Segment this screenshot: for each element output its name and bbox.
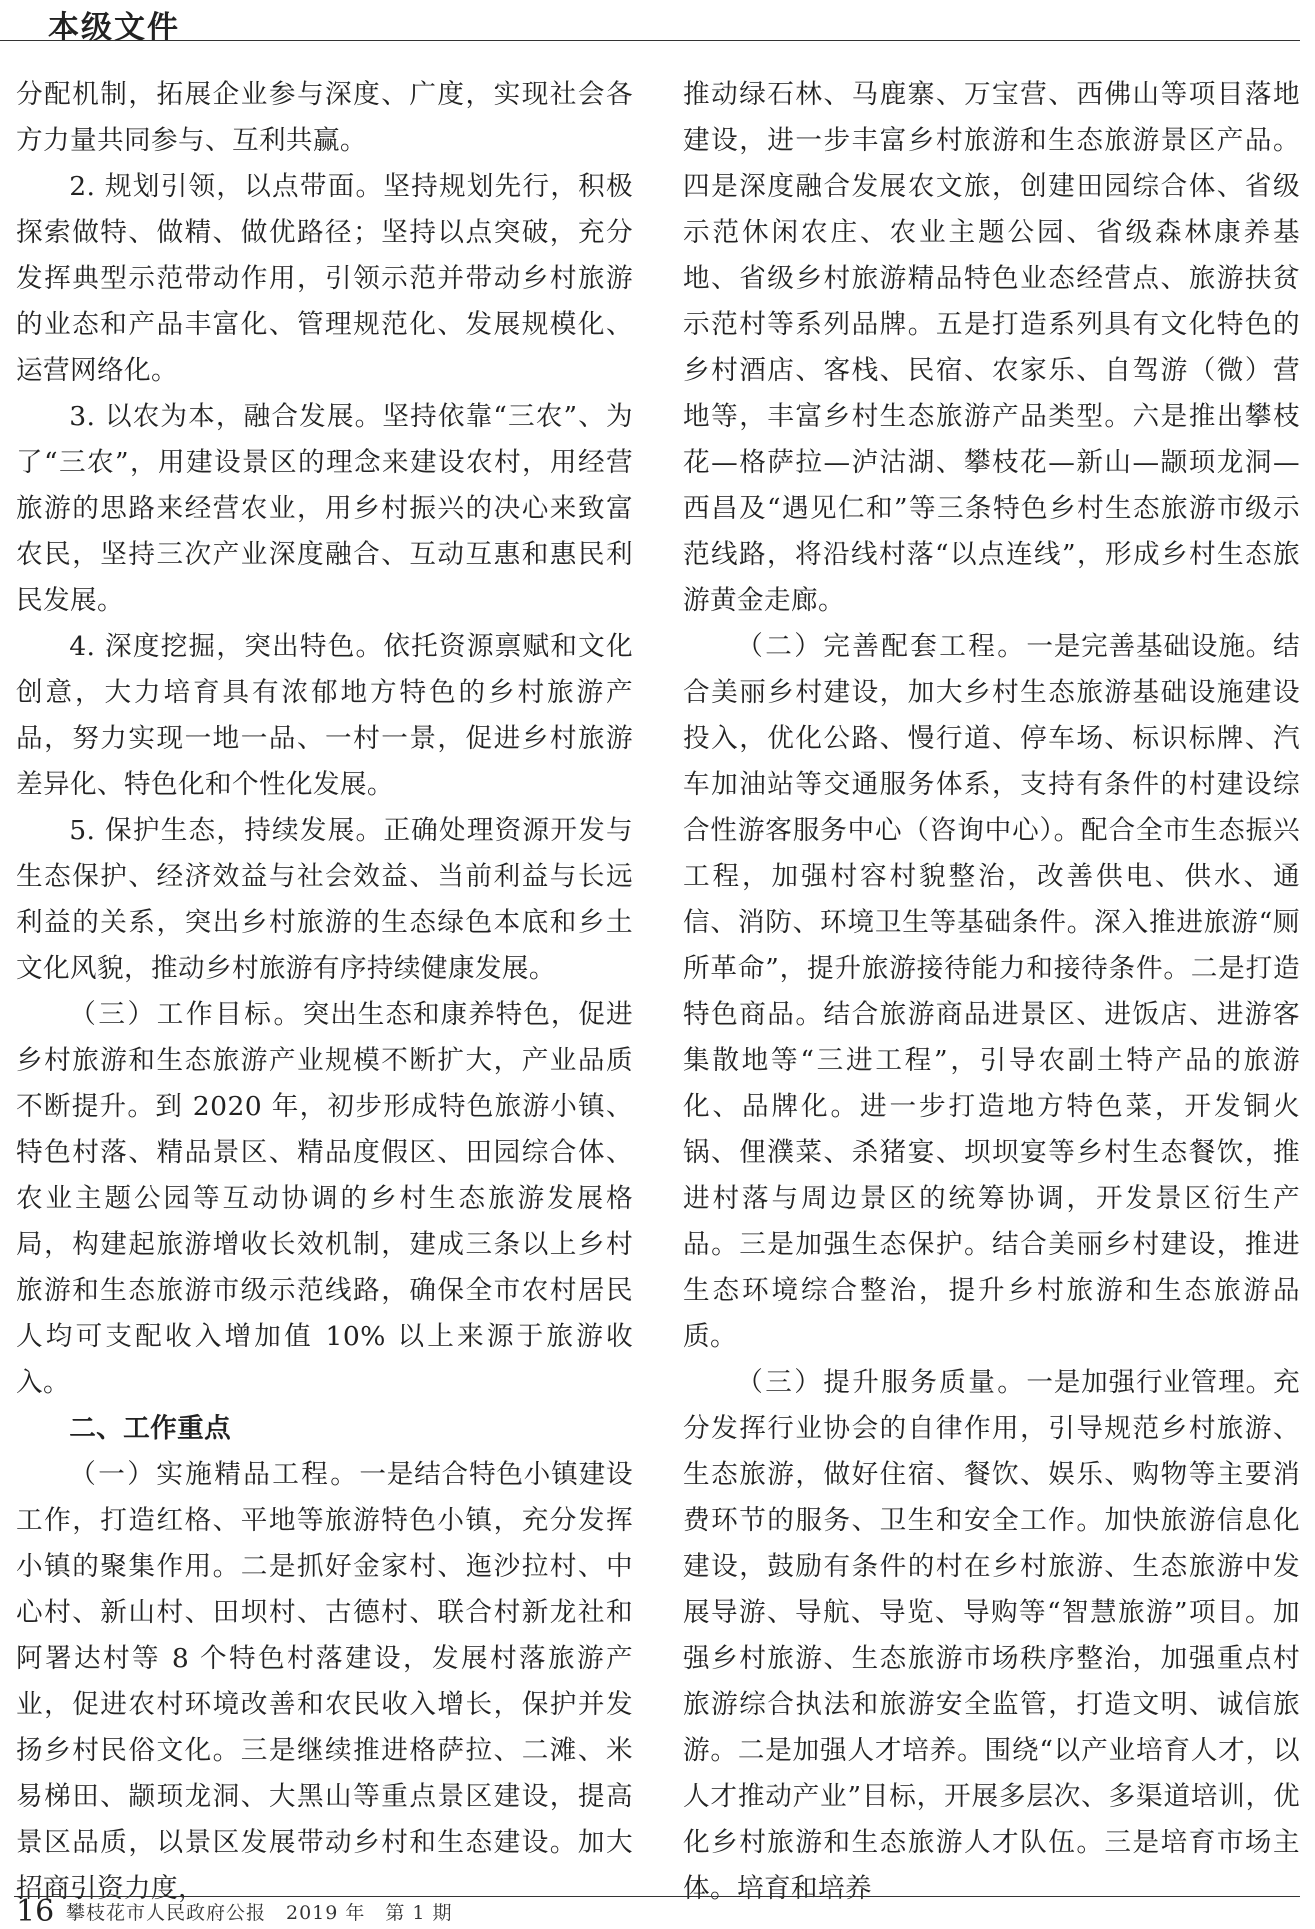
left-column bbox=[16, 72, 633, 1912]
paragraph bbox=[16, 992, 633, 1406]
paragraph-body: 一是结合特色小镇建设工作，打造红格、平地等旅游特色小镇，充分发挥小镇的聚集作用。二是抓好金家村、迤沙拉村、中心村、新山村、田坝村、古德村、联合村新龙社和阿署达村等 8 个特色村落建设，发展村落旅游产业，促进农村环境改善和农民收入增长，保护并发扬乡村民俗文化。三是继续推进格萨拉、二滩、米易梯田、颛顼龙洞、大黑山等重点景区建设，提高景区品质，以景区发展带动乡村和生态建设。加大招商引资力度， bbox=[16, 1459, 634, 1904]
paragraph: 2. 规划引领，以点带面。坚持规划先行，积极探索做特、做精、做优路径；坚持以点突破，充分发挥典型示范带动作用，引领示范并带动乡村旅游的业态和产品丰富化、管理规范化、发展规模化、运营网络化。 bbox=[16, 171, 633, 386]
page-number: 16 bbox=[16, 1894, 55, 1929]
footer-divider bbox=[14, 1896, 1300, 1897]
paragraph-lead: （三）工作目标。 bbox=[69, 999, 303, 1030]
paragraph: 3. 以农为本，融合发展。坚持依靠“三农”、为了“三农”，用建设景区的理念来建设农村，用经营旅游的思路来经营农业，用乡村振兴的决心来致富农民，坚持三次产业深度融合、互动互惠和惠民利民发展。 bbox=[16, 401, 633, 616]
paragraph-body: 一是加强行业管理。充分发挥行业协会的自律作用，引导规范乡村旅游、生态旅游，做好住宿、餐饮、娱乐、购物等主要消费环节的服务、卫生和安全工作。加快旅游信息化建设，鼓励有条件的村在乡村旅游、生态旅游中发展导游、导航、导览、导购等“智慧旅游”项目。加强乡村旅游、生态旅游市场秩序整治，加强重点村旅游综合执法和旅游安全监管，打造文明、诚信旅游。二是加强人才培养。围绕“以产业培育人才，以人才推动产业”目标，开展多层次、多渠道培训，优化乡村旅游和生态旅游人才队伍。三是培育市场主体。培育和培养 bbox=[683, 1367, 1301, 1904]
paragraph-body: 突出生态和康养特色，促进乡村旅游和生态旅游产业规模不断扩大，产业品质不断提升。到 2020 年，初步形成特色旅游小镇、特色村落、精品景区、精品度假区、田园综合体、农业主题公园等互动协调的乡村生态旅游发展格局，构建起旅游增收长效机制，建成三条以上乡村旅游和生态旅游市级示范线路，确保全市农村居民人均可支配收入增加值 10% 以上来源于旅游收入。 bbox=[16, 999, 633, 1398]
paragraph: 推动绿石林、马鹿寨、万宝营、西佛山等项目落地建设，进一步丰富乡村旅游和生态旅游景区产品。四是深度融合发展农文旅，创建田园综合体、省级示范休闲农庄、农业主题公园、省级森林康养基地、省级乡村旅游精品特色业态经营点、旅游扶贫示范村等系列品牌。五是打造系列具有文化特色的乡村酒店、客栈、民宿、农家乐、自驾游（微）营地等，丰富乡村生态旅游产品类型。六是推出攀枝花—格萨拉—泸沽湖、攀枝花—新山—颛顼龙洞—西昌及“遇见仁和”等三条特色乡村生态旅游市级示范线路，将沿线村落“以点连线”，形成乡村生态旅游黄金走廊。 bbox=[683, 79, 1300, 616]
paragraph-lead: （一）实施精品工程。 bbox=[69, 1459, 360, 1490]
paragraph-lead: （二）完善配套工程。 bbox=[736, 631, 1027, 662]
section-title: 本级文件 bbox=[48, 10, 180, 46]
paragraph: 5. 保护生态，持续发展。正确处理资源开发与生态保护、经济效益与社会效益、当前利益与长远利益的关系，突出乡村旅游的生态绿色本底和乡土文化风貌，推动乡村旅游有序持续健康发展。 bbox=[16, 815, 633, 984]
paragraph bbox=[683, 624, 1300, 1360]
paragraph bbox=[683, 1360, 1300, 1912]
paragraph: 分配机制，拓展企业参与深度、广度，实现社会各方力量共同参与、互利共赢。 bbox=[16, 79, 633, 156]
header-divider bbox=[0, 40, 1300, 41]
paragraph bbox=[16, 1452, 633, 1912]
right-column bbox=[683, 72, 1300, 1912]
paragraph-body: 一是完善基础设施。结合美丽乡村建设，加大乡村生态旅游基础设施建设投入，优化公路、慢行道、停车场、标识标牌、汽车加油站等交通服务体系，支持有条件的村建设综合性游客服务中心（咨询中心）。配合全市生态振兴工程，加强村容村貌整治，改善供电、供水、通信、消防、环境卫生等基础条件。深入推进旅游“厕所革命”，提升旅游接待能力和接待条件。二是打造特色商品。结合旅游商品进景区、进饭店、进游客集散地等“三进工程”，引导农副土特产品的旅游化、品牌化。进一步打造地方特色菜，开发铜火锅、俚濮菜、杀猪宴、坝坝宴等乡村生态餐饮，推进村落与周边景区的统筹协调，开发景区衍生产品。三是加强生态保护。结合美丽乡村建设，推进生态环境综合整治，提升乡村旅游和生态旅游品质。 bbox=[683, 631, 1301, 1352]
paragraph: 4. 深度挖掘，突出特色。依托资源禀赋和文化创意，大力培育具有浓郁地方特色的乡村旅游产品，努力实现一地一品、一村一景，促进乡村旅游差异化、特色化和个性化发展。 bbox=[16, 631, 633, 800]
publication-info: 攀枝花市人民政府公报 2019 年 第 1 期 bbox=[66, 1902, 453, 1924]
section-heading: 二、工作重点 bbox=[69, 1413, 232, 1444]
paragraph-lead: （三）提升服务质量。 bbox=[736, 1367, 1027, 1398]
